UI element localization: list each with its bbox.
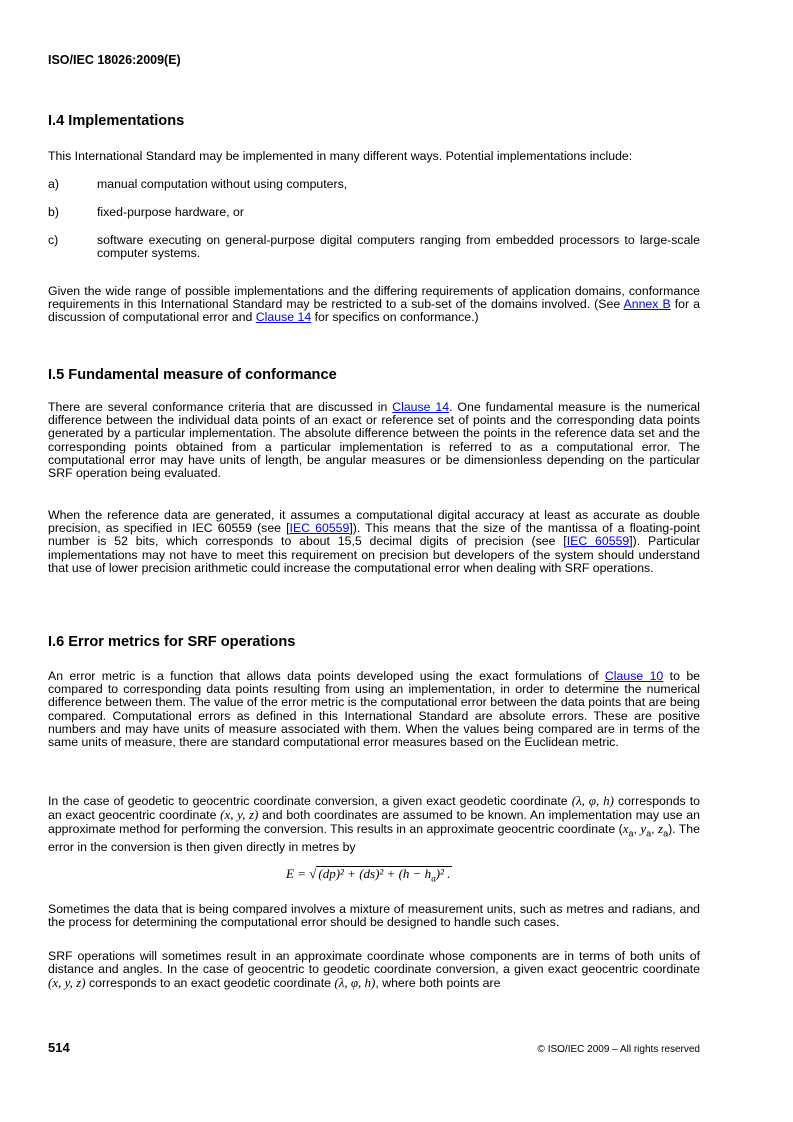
math: (x, y, z) xyxy=(220,807,259,823)
paragraph: This International Standard may be implemented in many different ways. Potential implementations include: xyxy=(48,149,633,163)
math: z xyxy=(658,821,664,837)
list-text: software executing on general-purpose digital computers ranging from embedded processors to large-scale computer systems. xyxy=(97,233,700,261)
text: ). The error in the conversion is then given directly in metres by xyxy=(48,822,700,855)
heading-i6: I.6 Error metrics for SRF operations xyxy=(48,634,296,650)
text: SRF operations will sometimes result in an approximate coordinate whose components are in terms of both units of distance and angles. In the case of geocentric to geodetic coordinate conversion, a given exact geocentric coordinate xyxy=(48,949,700,977)
error-formula: E = √ $(dp)^2 + (ds)^2 + (h - h_a)^2$ . xyxy=(286,866,452,886)
paragraph xyxy=(48,401,700,480)
paragraph xyxy=(48,509,700,575)
text: ]). This means that the size of the mantissa of a floating-point number is 52 bits, which corresponds to about 15,5 decimal digits of precision (see [ xyxy=(48,521,700,549)
math: (λ, φ, h) xyxy=(571,793,614,808)
document-header: ISO/IEC 18026:2009(E) xyxy=(48,53,181,67)
subscript: a xyxy=(646,828,652,839)
text: ]). Particular implementations may not have to meet this requirement on precision but developers of the system should understand that use of lower precision arithmetic could increase the computational error when dealing with SRF operations. xyxy=(48,534,700,575)
page-number: 514 xyxy=(48,1040,70,1055)
formula-tail: )² . xyxy=(435,866,451,881)
text: for a discussion of computational error and xyxy=(48,297,700,325)
list-item xyxy=(48,206,700,219)
text: In the case of geodetic to geocentric coordinate conversion, a given exact geodetic coordinate xyxy=(48,794,572,808)
paragraph: In the case of geodetic to geocentric coordinate conversion, a given exact geodetic coordinate (λ, φ, h) corresponds to an exact geocentric coordinate (x, y, z) and both coordinates are assumed to be known. An implementation may use an approximate method for performing the conversion. This results in an approximate geocentric coordinate ($x_a$, $y_a$, $z_a$). The error in the conversion is then given directly in metres by xyxy=(48,793,701,855)
list-label: c) xyxy=(48,233,59,247)
formula-lhs: E = xyxy=(286,866,306,881)
paragraph xyxy=(48,285,700,325)
list-item xyxy=(48,178,700,191)
subscript: a xyxy=(431,873,436,884)
iec-60559-link[interactable]: IEC 60559 xyxy=(566,534,630,549)
list-label: b) xyxy=(48,205,59,219)
annex-b-link[interactable]: Annex B xyxy=(623,297,671,312)
text: When the reference data are generated, it assumes a computational digital accuracy at least as accurate as double precision, as specified in IEC 60559 (see [ xyxy=(48,508,700,536)
math: (x, y, z) xyxy=(48,975,86,991)
text: to be compared to corresponding data points resulting from using an implementation, in order to determine the numerical difference between them. The value of the error metric is the computational error between the data points that are being compared. Computational errors as defined in this International Standard are absolute errors. These are positive numbers and may have units of measure associated with them. When the values being compared are in terms of the same units of measure, there are standard computational error measures based on the Euclidean metric. xyxy=(48,669,700,750)
subscript: a xyxy=(663,828,669,839)
text: corresponds to an exact geocentric coordinate xyxy=(48,794,701,823)
paragraph xyxy=(48,670,700,749)
clause-10-link[interactable]: Clause 10 xyxy=(604,669,664,683)
list-item xyxy=(48,234,700,260)
list-text: fixed-purpose hardware, or xyxy=(97,205,244,219)
copyright: © ISO/IEC 2009 – All rights reserved xyxy=(537,1044,700,1055)
text: and both coordinates are assumed to be known. An implementation may use an approximate method for performing the conversion. This results in an approximate geocentric coordinate ( xyxy=(48,808,700,837)
text: for specifics on conformance.) xyxy=(311,310,479,325)
text: . One fundamental measure is the numerical difference between the individual data points of an exact or reference set of points and the corresponding data points generated by a particular implementation. The absolute difference between the points in the reference data set and the corresponding points obtained from a particular implementation is referred to as a computational error. The computational error may have units of length, be angular measures or be dimensionless depending on the particular SRF operation being evaluated. xyxy=(48,400,700,481)
iec-60559-link[interactable]: IEC 60559 xyxy=(289,521,350,536)
list-text: manual computation without using computers, xyxy=(97,177,348,191)
subscript: a xyxy=(628,828,634,839)
text: Given the wide range of possible implementations and the differing requirements of application domains, conformance requirements in this International Standard may be restricted to a sub-set of the domains involved. (See xyxy=(48,284,700,312)
paragraph xyxy=(48,950,700,991)
clause-14-link[interactable]: Clause 14 xyxy=(392,400,450,414)
clause-14-link[interactable]: Clause 14 xyxy=(255,310,312,325)
list-label: a) xyxy=(48,177,59,191)
text: An error metric is a function that allows data points developed using the exact formulations of xyxy=(48,669,605,683)
paragraph: Sometimes the data that is being compared involves a mixture of measurement units, such as metres and radians, and the process for determining the computational error should be designed to handle such cases. xyxy=(48,902,700,930)
text: corresponds to an exact geodetic coordinate xyxy=(85,976,335,991)
text: There are several conformance criteria that are discussed in xyxy=(48,400,393,414)
heading-i4: I.4 Implementations xyxy=(48,113,185,129)
math: (λ, φ, h) xyxy=(334,975,376,991)
text: , where both points are xyxy=(375,976,501,991)
formula-radicand xyxy=(316,866,452,886)
math: y xyxy=(640,821,647,837)
math: x xyxy=(622,821,629,837)
formula-body: (dp)² + (ds)² + (h − h xyxy=(318,866,432,881)
heading-i5: I.5 Fundamental measure of conformance xyxy=(48,367,337,383)
